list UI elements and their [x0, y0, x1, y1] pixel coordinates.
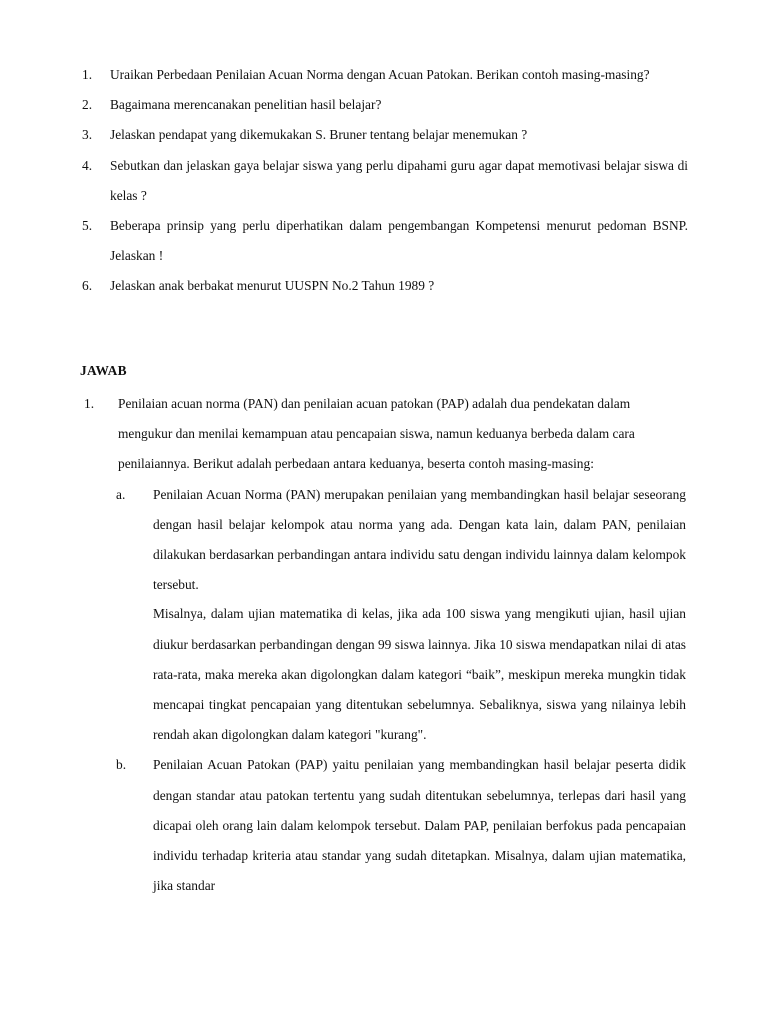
- question-number: 2.: [82, 97, 93, 113]
- answer-item: [84, 389, 686, 480]
- question-item: [82, 271, 688, 301]
- question-item: [82, 60, 688, 90]
- question-item: [82, 120, 688, 150]
- paragraph: Penilaian Acuan Patokan (PAP) yaitu penilaian yang membandingkan hasil belajar peserta didik dengan standar atau patokan tertentu yang sudah ditentukan sebelumnya, terlepas dari hasil yang dicapai oleh orang lain dalam kelompok tersebut. Dalam PAP, penilaian berfokus pada pencapaian individu terhadap kriteria atau standar yang sudah ditetapkan. Misalnya, dalam ujian matematika, jika standar: [153, 757, 686, 894]
- question-text: Bagaimana merencanakan penelitian hasil belajar?: [110, 97, 382, 113]
- question-list: [82, 60, 688, 302]
- question-text: Jelaskan anak berbakat menurut UUSPN No.2 Tahun 1989 ?: [110, 278, 435, 294]
- question-number: 3.: [82, 127, 93, 143]
- question-text: Sebutkan dan jelaskan gaya belajar siswa yang perlu dipahami guru agar dapat memotivasi belajar siswa di kelas ?: [110, 157, 688, 203]
- answer-number: 1.: [84, 396, 95, 411]
- paragraph: Penilaian Acuan Norma (PAN) merupakan penilaian yang membandingkan hasil belajar seseorang dengan hasil belajar kelompok atau norma yang ada. Dengan kata lain, dalam PAN, penilaian dilakukan berdasarkan perbandingan antara individu satu dengan individu lainnya dalam kelompok tersebut.: [153, 486, 686, 593]
- sub-item-label: a.: [116, 486, 126, 502]
- question-text: Beberapa prinsip yang perlu diperhatikan dalam pengembangan Kompetensi menurut pedoman BSNP. Jelaskan !: [110, 218, 688, 264]
- sub-item-b: [116, 750, 686, 901]
- sub-item-a: [116, 480, 686, 751]
- question-number: 1.: [82, 67, 93, 82]
- sub-item-body: [153, 750, 686, 901]
- question-item: [82, 211, 688, 271]
- question-number: 5.: [82, 218, 93, 234]
- answer-section: [84, 389, 686, 901]
- sub-item-label: b.: [116, 757, 127, 773]
- question-text: Uraikan Perbedaan Penilaian Acuan Norma dengan Acuan Patokan. Berikan contoh masing-masing?: [110, 67, 650, 82]
- question-number: 6.: [82, 278, 93, 294]
- paragraph: Misalnya, dalam ujian matematika di kelas, jika ada 100 siswa yang mengikuti ujian, hasil ujian diukur berdasarkan perbandingan dengan 99 siswa lainnya. Jika 10 siswa mendapatkan nilai di atas rata-rata, maka mereka akan digolongkan dalam kategori “baik”, meskipun mereka mungkin tidak mencapai tingkat pencapaian yang ditentukan sebelumnya. Sebaliknya, siswa yang nilainya lebih rendah akan digolongkan dalam kategori "kurang".: [153, 606, 686, 743]
- question-item: [82, 90, 688, 120]
- answer-heading: JAWAB: [80, 363, 127, 378]
- sub-item-body: [153, 480, 686, 751]
- question-item: [82, 151, 688, 211]
- answer-intro: Penilaian acuan norma (PAN) dan penilaian acuan patokan (PAP) adalah dua pendekatan dalam mengukur dan menilai kemampuan atau pencapaian siswa, namun keduanya berbeda dalam cara penilaiannya. Berikut adalah perbedaan antara keduanya, beserta contoh masing-masing:: [118, 396, 635, 472]
- question-text: Jelaskan pendapat yang dikemukakan S. Bruner tentang belajar menemukan ?: [110, 127, 528, 143]
- question-number: 4.: [82, 157, 93, 173]
